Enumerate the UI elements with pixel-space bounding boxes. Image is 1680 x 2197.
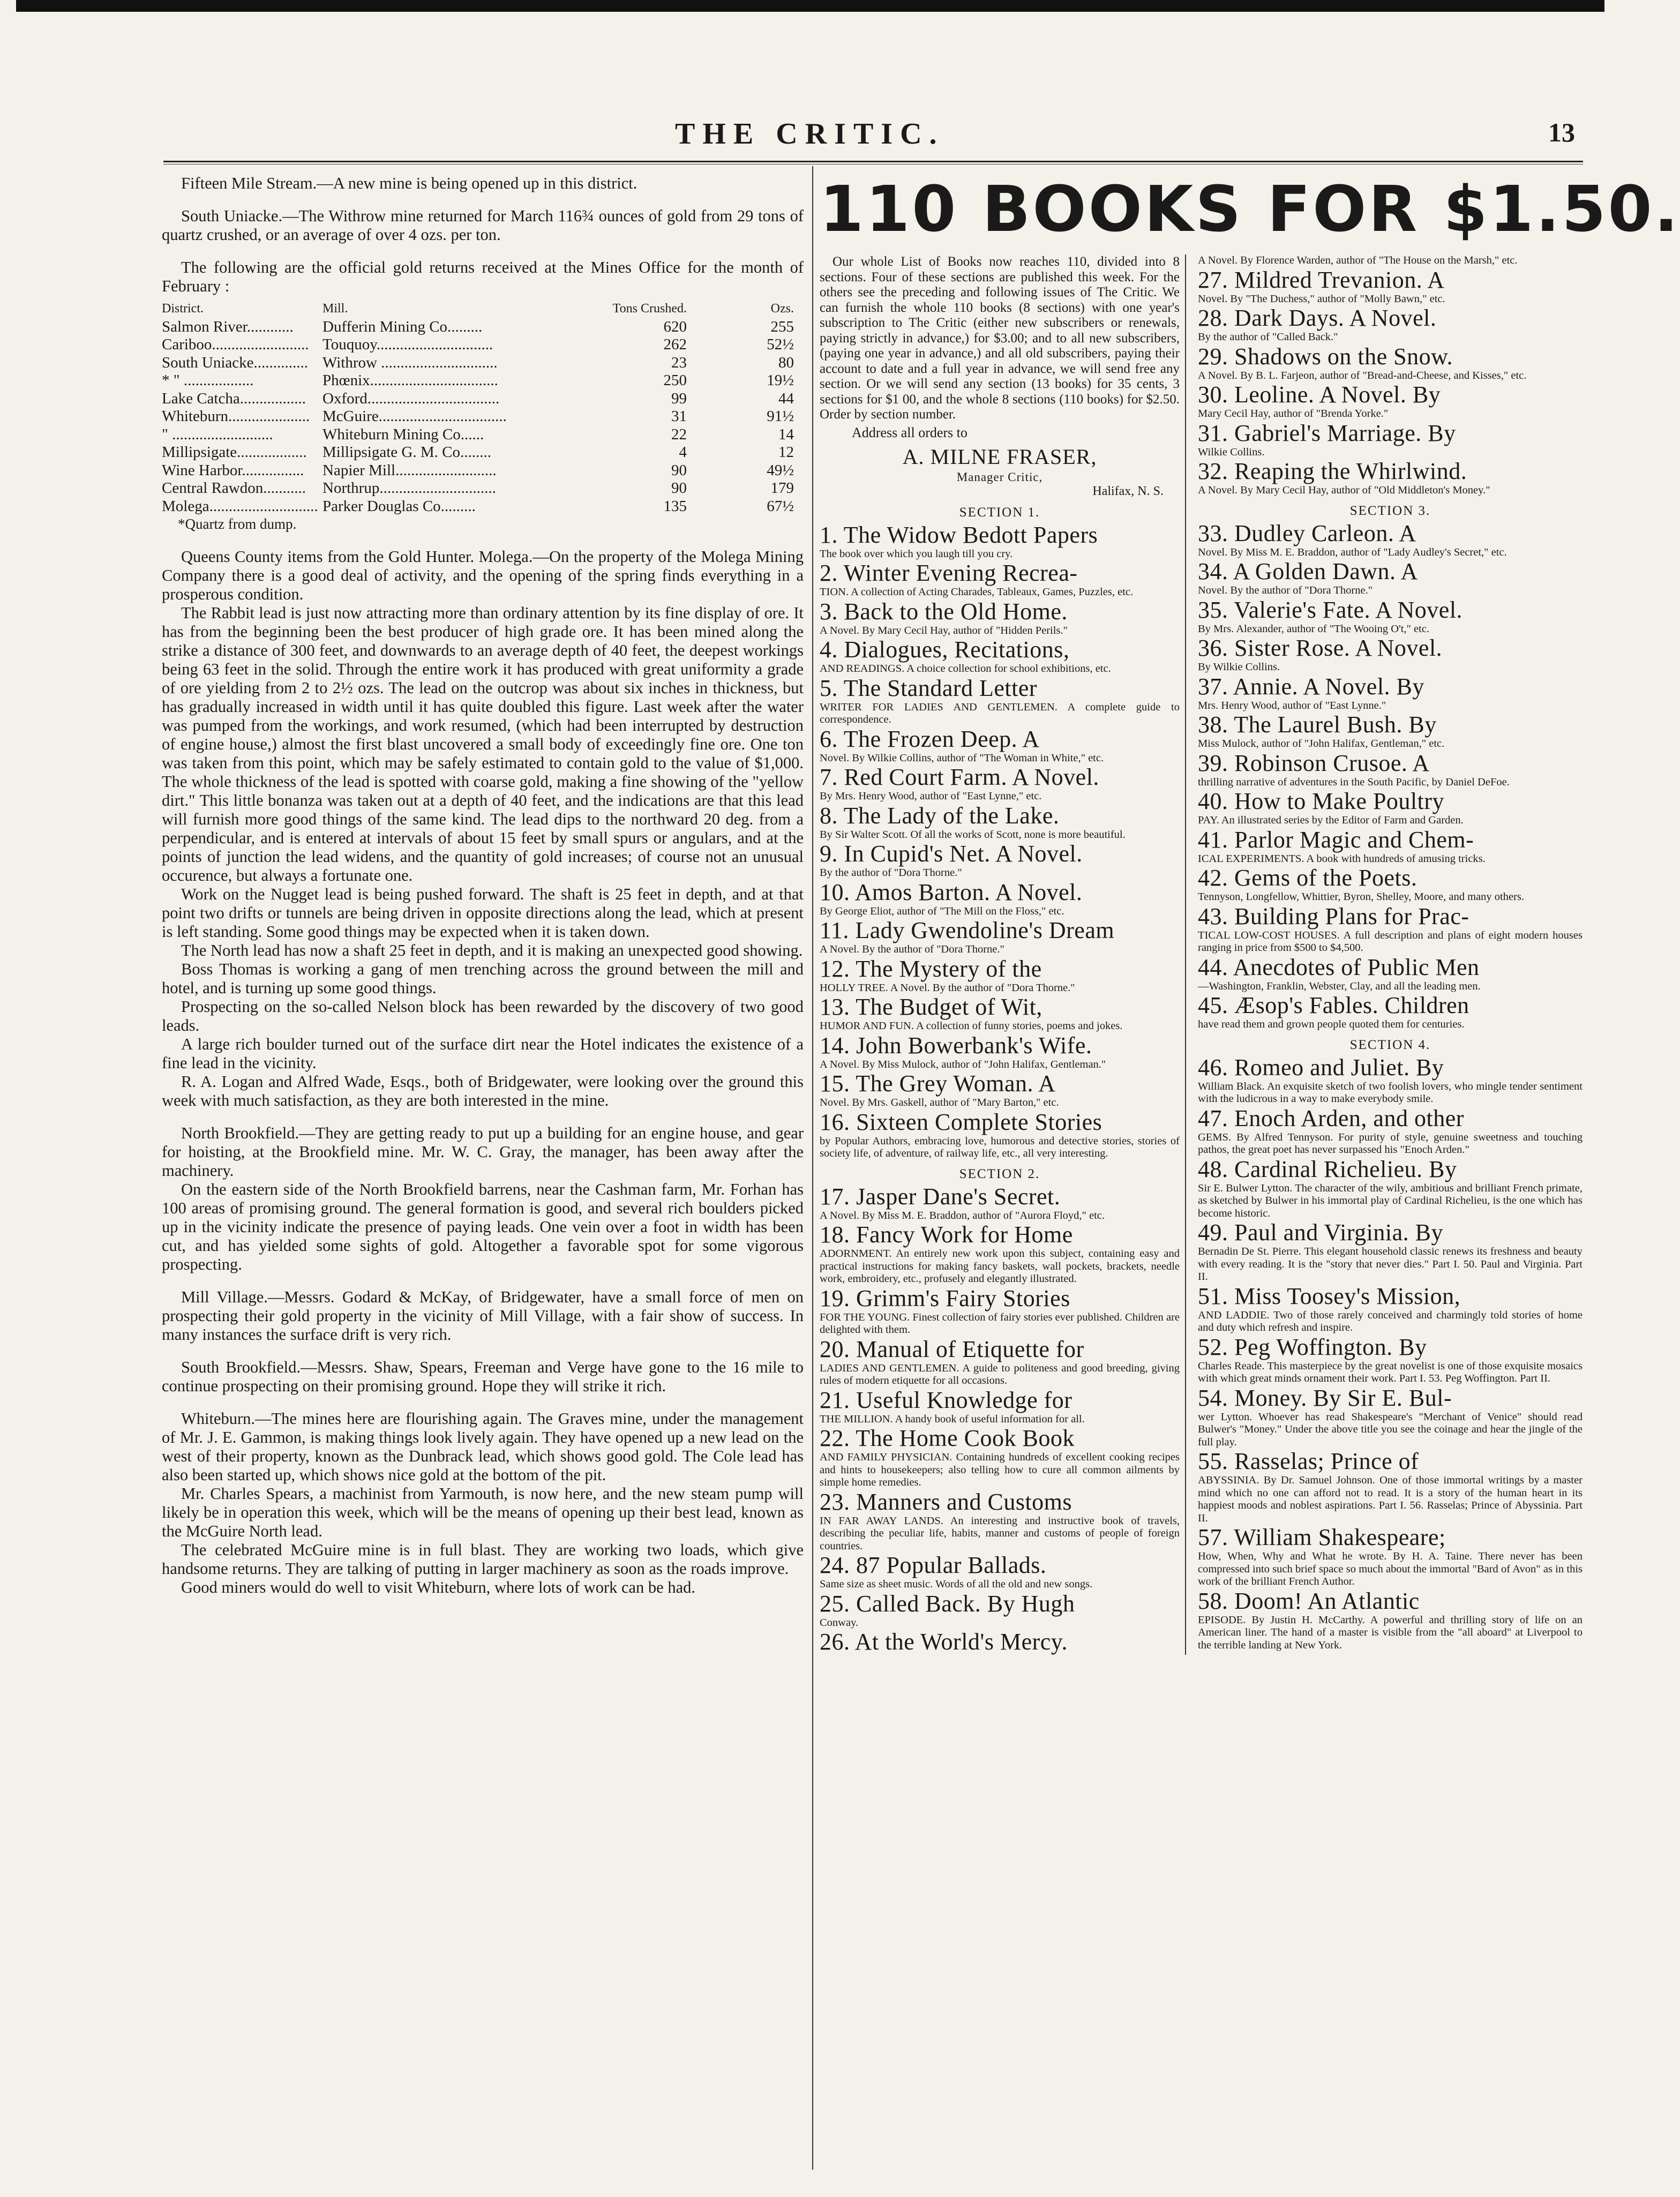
book-entry [1198,993,1582,1031]
book-description: AND READINGS. A choice collection for school exhibitions, etc. [820,663,1111,674]
book-description: Charles Reade. This masterpiece by the great novelist is one of those exquisite mosaics with which great minds ornament their work. Part I. 53. Peg Woffington. Part II. [1198,1360,1582,1384]
book-description: FOR THE YOUNG. Finest collection of fairy stories ever published. Children are delighted with them. [820,1311,1180,1336]
book-title: 2. Winter Evening Recrea- [820,560,1078,586]
table-cell: Napier Mill.......................... [322,461,497,479]
book-description: A Novel. By Mary Cecil Hay, author of "Hidden Perils." [820,624,1068,636]
column-header: District. [162,302,204,316]
book-title: 4. Dialogues, Recitations, [820,636,1070,663]
book-description: thrilling narrative of adventures in the South Pacific, by Daniel DeFoe. [1198,776,1510,788]
table-cell: Wine Harbor................ [162,461,304,479]
book-title: 18. Fancy Work for Home [820,1221,1073,1248]
book-description: Sir E. Bulwer Lytton. The character of the wily, ambitious and brilliant French primate, as sketched by Bulwer in his immortal play of Cardinal Richelieu, is the one which has become historic. [1198,1182,1582,1219]
book-description: PAY. An illustrated series by the Editor of Farm and Garden. [1198,814,1464,826]
book-entry [1198,597,1582,636]
news-paragraph: Fifteen Mile Stream.—A new mine is being opened up in this district. [181,174,638,192]
table-cell: 14 [778,425,794,443]
book-title: 42. Gems of the Poets. [1198,865,1418,891]
book-description: IN FAR AWAY LANDS. An interesting and instructive book of travels, describing the peculiar life, habits, manner and customs of people of foreign countries. [820,1514,1180,1552]
book-title: 49. Paul and Virginia. By [1198,1219,1443,1246]
book-description: By George Eliot, author of "The Mill on the Floss," etc. [820,905,1064,917]
book-entry [820,637,1180,676]
table-cell: 255 [770,318,794,335]
book-entry [1198,267,1582,306]
news-paragraph: The North lead has now a shaft 25 feet in depth, and it is making an unexpected good showing. [181,941,803,959]
book-description: EPISODE. By Justin H. McCarthy. A powerful and thrilling story of life on an American liner. The hand of a master is visible from the "all aboard" at Liverpool to the terrible landing at New York. [1198,1614,1582,1651]
news-paragraph: Good miners would do well to visit Whiteburn, where lots of work can be had. [181,1578,696,1596]
table-row [162,498,804,516]
book-description: Novel. By Mrs. Gaskell, author of "Mary Barton," etc. [820,1097,1059,1108]
book-entry [1198,521,1582,559]
table-row [162,479,804,498]
table-cell: 80 [778,354,794,371]
book-title: 25. Called Back. By Hugh [820,1590,1075,1617]
table-cell: 91½ [767,408,794,425]
table-cell: Cariboo......................... [162,336,309,353]
table-cell: Oxford.................................. [322,389,500,407]
news-paragraph: A large rich boulder turned out of the surface dirt near the Hotel indicates the existence of a fine lead in the vicinity. [162,1034,804,1072]
news-paragraph: Boss Thomas is working a gang of men trenching across the ground between the mill and hotel, and is turning up some good things. [162,959,804,997]
table-cell: 90 [671,461,687,479]
news-paragraph: Mr. Charles Spears, a machinist from Yarmouth, is now here, and the new steam pump will likely be in operation this week, which will be the means of opening up their best lead, known as the McGuire North lead. [162,1484,804,1540]
news-paragraph: Mill Village.—Messrs. Godard & McKay, of Bridgewater, have a small force of men on prospecting their gold property in the vicinity of Mill Village, with a fair show of success. In many instances the surface drift is very rich. [162,1287,804,1344]
book-description: WRITER FOR LADIES AND GENTLEMEN. A complete guide to correspondence. [820,701,1180,725]
table-cell: Whiteburn..................... [162,408,310,425]
book-entry [1198,382,1582,421]
book-description: How, When, Why and What he wrote. By H. A. Taine. There never has been compressed into such brief space so much about the immortal "Bard of Avon" as in this work of the brilliant French Author. [1198,1550,1582,1587]
book-title: 26. At the World's Mercy. [820,1629,1068,1655]
column-header: Ozs. [770,302,794,316]
book-title: 27. Mildred Trevanion. A [1198,266,1445,293]
book-description: Novel. By Wilkie Collins, author of "The Woman in White," etc. [820,752,1104,764]
book-entry [1198,1334,1582,1385]
book-description: A Novel. By Mary Cecil Hay, author of "Old Middleton's Money." [1198,484,1490,496]
book-entry [820,764,1180,803]
book-description: TION. A collection of Acting Charades, Tableaux, Games, Puzzles, etc. [820,586,1134,598]
ad-left-column [820,254,1185,1655]
book-entry [820,1426,1180,1489]
table-cell: 31 [671,408,687,425]
book-entry [820,1109,1180,1160]
book-description: A Novel. By Miss Mulock, author of "John Halifax, Gentleman." [820,1058,1106,1070]
book-entry [1198,1284,1582,1334]
book-title: 24. 87 Popular Ballads. [820,1552,1047,1578]
book-description: AND LADDIE. Two of those rarely conceived and charmingly told stories of home and duty which refresh and inspire. [1198,1309,1582,1333]
table-cell: 67½ [767,497,794,515]
book-description: Bernadin De St. Pierre. This elegant household classic renews its freshness and beauty with every reading. It is the "story that never dies." Part I. 50. Paul and Virginia. Part II. [1198,1246,1582,1283]
book-entry [820,1184,1180,1223]
book-title: 32. Reaping the Whirlwind. [1198,458,1467,484]
table-cell: 52½ [767,336,794,353]
book-entry [820,599,1180,638]
section-heading: SECTION 2. [959,1166,1040,1181]
book-description: —Washington, Franklin, Webster, Clay, and all the leading men. [1198,980,1481,992]
book-entry [1198,865,1582,904]
book-title: 45. Æsop's Fables. Children [1198,992,1469,1018]
table-row [162,336,804,354]
table-cell: 99 [671,389,687,407]
news-paragraph: North Brookfield.—They are getting ready to put up a building for an engine house, and gear for hoisting, at the Brookfield mine. Mr. W. C. Gray, the manager, has been away after the machinery. [162,1123,804,1180]
table-cell: McGuire................................. [322,408,507,425]
masthead: THE CRITIC. [675,117,944,151]
table-cell: 12 [778,444,794,461]
book-description: ADORNMENT. An entirely new work upon this subject, containing easy and practical instructions for making fancy baskets, wall pockets, brackets, needle work, embroidery, etc., profusely and elegantly illustrated. [820,1248,1180,1285]
book-entry [820,560,1180,599]
book-description: ICAL EXPERIMENTS. A book with hundreds of amusing tricks. [1198,852,1486,865]
ad-title: 110 BOOKS FOR $1.50. [820,172,1680,246]
publisher-place: Halifax, N. S. [1092,484,1164,498]
book-entry [820,1222,1180,1286]
table-cell: * " .................. [162,372,254,389]
book-description: LADIES AND GENTLEMEN. A guide to politeness and good breeding, giving rules of modern etiquette for all occasions. [820,1362,1180,1386]
book-entry [1198,955,1582,993]
book-entry [1198,751,1582,789]
table-cell: " .......................... [162,425,273,443]
book-title: 22. The Home Cook Book [820,1425,1075,1451]
book-entry [820,1591,1180,1630]
book-title: 21. Useful Knowledge for [820,1386,1072,1413]
book-entry [1198,305,1582,344]
ad-address-label: Address all orders to [852,424,968,440]
table-cell: South Uniacke.............. [162,354,309,371]
ad-intro: Our whole List of Books now reaches 110, divided into 8 sections. Four of these sections are published this week. For the others see the preceding and following issues of The Critic. We can furnish the whole 110 books (8 sections) with one year's subscription to The Critic (either new subscribers or renewals, paying strictly in advance,) for $3.00; and to all new subscribers, (paying one year in advance,) and all old subscribers, paying their account to date and a full year in advance, we will send free any section. Or we will send any section (13 books) for 35 cents, 3 sections for $1 00, and the whole 8 sections (110 books) for $2.50. Order by section number. [820,254,1180,422]
column-header: Tons Crushed. [612,302,687,316]
book-entry [1198,459,1582,497]
book-description: by Popular Authors, embracing love, humorous and detective stories, stories of society life, of adventure, of railway life, etc., all very interesting. [820,1135,1180,1159]
table-cell: Millipsigate.................. [162,444,307,461]
column-header: Mill. [322,302,348,316]
book-title: 12. The Mystery of the [820,955,1042,982]
table-row [162,390,804,408]
book-title: 41. Parlor Magic and Chem- [1198,826,1474,853]
book-entry [1198,712,1582,751]
page-number: 13 [1548,117,1575,147]
table-cell: 262 [663,336,687,353]
news-paragraph: South Uniacke.—The Withrow mine returned for March 116¾ ounces of gold from 29 tons of quartz crushed, or an average of over 4 ozs. per ton. [162,207,804,244]
book-entry [820,1553,1180,1591]
ad-columns [820,254,1583,1655]
book-entry [1198,1106,1582,1157]
table-cell: Lake Catcha................. [162,389,306,407]
book-description: By Sir Walter Scott. Of all the works of Scott, none is more beautiful. [820,828,1126,841]
table-cell: Withrow .............................. [322,354,498,371]
book-entry [820,994,1180,1033]
book-title: 48. Cardinal Richelieu. By [1198,1156,1457,1182]
book-title: 11. Lady Gwendoline's Dream [820,917,1115,943]
book-title: 51. Miss Toosey's Mission, [1198,1283,1461,1309]
table-row [162,444,804,462]
book-description: Novel. By the author of "Dora Thorne." [1198,584,1373,596]
news-paragraph: Whiteburn.—The mines here are flourishing again. The Graves mine, under the management of Mr. J. E. Gammon, is making things look lively again. They have opened up a new lead on the west of their property, known as the Dunbrack lead, which shows good gold. The Cole lead has also been started up, which shows nice gold at the bottom of the pit. [162,1409,804,1484]
books-advertisement [820,172,1680,2167]
book-entry [820,676,1180,726]
book-entry [820,1071,1180,1109]
book-entry [1198,1220,1582,1284]
table-cell: 620 [663,318,687,335]
book-description: Tennyson, Longfellow, Whittier, Byron, Shelley, Moore, and many others. [1198,891,1525,903]
top-border-bar [16,0,1604,12]
book-description: Conway. [820,1616,859,1629]
section-heading: SECTION 1. [959,505,1040,520]
book-entry [820,803,1180,842]
book-description: William Black. An exquisite sketch of two foolish lovers, who mingle tender sentiment with the ludicrous in a way to make everybody smile. [1198,1080,1582,1105]
book-entry [1198,1449,1582,1525]
table-cell: Dufferin Mining Co......... [322,318,483,335]
news-paragraph: Queens County items from the Gold Hunter. Molega.—On the property of the Molega Mining Company there is a good deal of activity, and the opening of the spring finds everything in a prosperous condition. [162,547,804,603]
book-title: 35. Valerie's Fate. A Novel. [1198,596,1463,623]
book-entry [1198,1385,1582,1449]
book-title: 40. How to Make Poultry [1198,788,1445,814]
table-row [162,372,804,390]
book-title: 55. Rasselas; Prince of [1198,1448,1419,1474]
table-row [162,354,804,372]
book-title: 36. Sister Rose. A Novel. [1198,635,1443,661]
book-title: 30. Leoline. A Novel. By [1198,381,1441,408]
gold-returns-table [162,300,804,534]
book-entry [820,726,1180,765]
table-row [162,426,804,444]
book-description: The book over which you laugh till you cry. [820,548,1013,560]
book-description: Wilkie Collins. [1198,446,1265,458]
book-entry [1198,559,1582,597]
table-cell: Parker Douglas Co......... [322,497,476,515]
news-paragraph: The Rabbit lead is just now attracting more than ordinary attention by its fine display of ore. It has from the beginning been the best producer of high grade ore. It has been mined along the strike a distance of 300 feet, and downwards to an average depth of 40 feet, the deepest workings being 63 feet in the solid. Through the entire work it has produced with great uniformity a grade of ore yielding from 2 to 2½ ozs. The lead on the outcrop was about six inches in thickness, but has gradually increased in width until it has quite doubled this figure. Last week after the water was pumped from the workings, and work resumed, (which had been interrupted by destruction of engine house,) almost the first blast uncovered a small body of exceedingly fine ore. One ton was taken from this point, which may be safely estimated to contain gold to the value of $1,000. The whole thickness of the lead is spotted with coarse gold, making a fine showing of the "yellow dirt." This little bonanza was taken out at a depth of 40 feet, and the indications are that this lead will furnish more good things of the same kind. The lead dips to the northward 20 deg. from a perpendicular, and is entered at intervals of about 15 feet by small spurs or angulars, and at the points of junction the lead widens, and the quantity of gold increases; of course not an unusual occurence, but always a fortunate one. [162,603,804,884]
section-heading: SECTION 4. [1349,1037,1431,1052]
book-description: AND FAMILY PHYSICIAN. Containing hundreds of excellent cooking recipes and hints to housekeepers; also telling how to cure all common ailments by simple home remedies. [820,1451,1180,1488]
book-entry [820,1337,1180,1388]
book-title: 15. The Grey Woman. A [820,1070,1056,1097]
news-paragraph: The following are the official gold returns received at the Mines Office for the month of February : [162,258,804,295]
book-title: 14. John Bowerbank's Wife. [820,1032,1092,1059]
book-entry [820,956,1180,995]
book-entry [820,1388,1180,1426]
book-entry [820,1033,1180,1071]
book-description: Miss Mulock, author of "John Halifax, Gentleman," etc. [1198,738,1445,749]
book-title: 5. The Standard Letter [820,674,1038,701]
table-cell: 90 [671,479,687,497]
table-cell: 49½ [767,461,794,479]
book-entry [1198,1157,1582,1220]
book-description: By Mrs. Henry Wood, author of "East Lynne," etc. [820,790,1042,802]
news-paragraph: R. A. Logan and Alfred Wade, Esqs., both of Bridgewater, were looking over the ground this week with much satisfaction, as they are both interested in the mine. [162,1072,804,1109]
book-entry [1198,635,1582,674]
book-description: Mrs. Henry Wood, author of "East Lynne." [1198,699,1386,711]
book-title: 16. Sixteen Complete Stories [820,1108,1102,1135]
book-entry [820,522,1180,561]
book-title: 34. A Golden Dawn. A [1198,558,1418,584]
book-title: 10. Amos Barton. A Novel. [820,879,1083,905]
book-title: 38. The Laurel Bush. By [1198,711,1437,738]
book-entry [820,841,1180,880]
table-cell: 23 [671,354,687,371]
table-row [162,462,804,480]
table-body [162,318,804,516]
table-row [162,318,804,336]
book-title: 28. Dark Days. A Novel. [1198,305,1437,331]
table-cell: 4 [679,444,687,461]
table-cell: 250 [663,372,687,389]
book-title: 9. In Cupid's Net. A Novel. [820,841,1083,867]
book-title: 8. The Lady of the Lake. [820,802,1060,829]
book-title: 3. Back to the Old Home. [820,598,1068,625]
book-description: By Wilkie Collins. [1198,661,1280,673]
book-description: have read them and grown people quoted them for centuries. [1198,1018,1465,1030]
book-description: GEMS. By Alfred Tennyson. For purity of style, genuine sweetness and touching pathos, the great poet has never surpassed his "Enoch Arden." [1198,1131,1582,1156]
book-description: Mary Cecil Hay, author of "Brenda Yorke." [1198,408,1389,419]
book-description: By the author of "Called Back." [1198,331,1338,343]
news-paragraph: On the eastern side of the North Brookfield barrens, near the Cashman farm, Mr. Forhan has 100 areas of promising ground. The general formation is good, and several rich boulders picked up in the vicinity indicate the presence of paying leads. One vein over a foot in width has been cut, and has yielded some sights of gold. Altogether a favorable spot for some vigorous prospecting. [162,1180,804,1273]
book-description: TICAL LOW-COST HOUSES. A full description and plans of eight modern houses ranging in price from $500 to $4,500. [1198,929,1582,954]
book-description: ABYSSINIA. By Dr. Samuel Johnson. One of those immortal writings by a master mind which no one can afford not to read. It is a story of the human heart in its happiest moods and noblest aspirations. Part I. 56. Rasselas; Prince of Abyssinia. Part II. [1198,1474,1582,1524]
news-paragraph: South Brookfield.—Messrs. Shaw, Spears, Freeman and Verge have gone to the 16 mile to continue prospecting on their promising ground. Hope they will strike it rich. [162,1358,804,1395]
book-entry [1198,1055,1582,1106]
book-title: 39. Robinson Crusoe. A [1198,749,1430,776]
book-entry [1198,254,1582,267]
book-title: 29. Shadows on the Snow. [1198,343,1453,370]
book-entry [1198,1525,1582,1588]
book-title: 46. Romeo and Juliet. By [1198,1054,1444,1081]
book-description: HOLLY TREE. A Novel. By the author of "Dora Thorne." [820,981,1075,994]
book-title: 31. Gabriel's Marriage. By [1198,419,1456,446]
book-description: THE MILLION. A handy book of useful information for all. [820,1413,1085,1425]
book-title: 7. Red Court Farm. A Novel. [820,764,1099,790]
book-title: 19. Grimm's Fairy Stories [820,1285,1070,1311]
book-description: A Novel. By the author of "Dora Thorne." [820,943,1004,955]
publisher-name: A. MILNE FRASER, [902,444,1097,469]
table-cell: Molega............................ [162,497,318,515]
section-heading: SECTION 3. [1349,503,1431,518]
book-entry [1198,789,1582,827]
table-cell: Whiteburn Mining Co...... [322,425,484,443]
table-cell: 135 [663,497,687,515]
book-list [1198,254,1582,1652]
table-cell: Central Rawdon........... [162,479,306,497]
book-entry [820,1286,1180,1337]
table-cell: 22 [671,425,687,443]
ad-right-column [1185,254,1582,1655]
book-entry [1198,421,1582,459]
book-entry [1198,827,1582,866]
book-title: 43. Building Plans for Prac- [1198,903,1469,929]
book-entry [1198,344,1582,383]
table-cell: Phœnix................................. [322,372,498,389]
book-description: Same size as sheet music. Words of all the old and new songs. [820,1578,1093,1590]
header-rule [163,161,1583,162]
book-title: 20. Manual of Etiquette for [820,1336,1084,1362]
book-title: 58. Doom! An Atlantic [1198,1587,1420,1614]
book-description: A Novel. By Florence Warden, author of "The House on the Marsh," etc. [1198,254,1518,266]
book-entry [820,880,1180,918]
running-head [0,117,1604,154]
book-entry [820,1629,1180,1655]
book-title: 33. Dudley Carleon. A [1198,520,1416,546]
book-title: 54. Money. By Sir E. Bul- [1198,1384,1452,1411]
book-description: Novel. By "The Duchess," author of "Molly Bawn," etc. [1198,293,1445,305]
book-title: 6. The Frozen Deep. A [820,725,1040,752]
news-paragraph: The celebrated McGuire mine is in full blast. They are working two loads, which give handsome returns. They are talking of putting in larger machinery as soon as the roads improve. [162,1540,804,1578]
book-description: By Mrs. Alexander, author of "The Wooing O't," etc. [1198,623,1430,635]
table-cell: 179 [770,479,794,497]
book-entry [820,1489,1180,1553]
book-title: 47. Enoch Arden, and other [1198,1105,1464,1131]
book-title: 23. Manners and Customs [820,1488,1072,1515]
book-entry [1198,904,1582,955]
book-description: Novel. By Miss M. E. Braddon, author of "Lady Audley's Secret," etc. [1198,546,1507,558]
book-title: 1. The Widow Bedott Papers [820,521,1098,548]
table-header [162,300,804,318]
book-title: 17. Jasper Dane's Secret. [820,1183,1061,1210]
news-paragraph: Prospecting on the so-called Nelson block has been rewarded by the discovery of two good leads. [162,997,804,1034]
publisher-role: Manager Critic, [956,470,1043,484]
book-description: A Novel. By B. L. Farjeon, author of "Bread-and-Cheese, and Kisses," etc. [1198,369,1527,381]
table-cell: Millipsigate G. M. Co........ [322,444,491,461]
mining-news-column [162,174,804,2167]
book-description: A Novel. By Miss M. E. Braddon, author of "Aurora Floyd," etc. [820,1209,1105,1221]
table-cell: 44 [778,389,794,407]
book-entry [1198,674,1582,713]
book-description: HUMOR AND FUN. A collection of funny stories, poems and jokes. [820,1020,1123,1032]
table-footnote: *Quartz from dump. [178,516,297,532]
column-divider [812,166,813,2170]
book-title: 44. Anecdotes of Public Men [1198,954,1480,980]
news-paragraph: Work on the Nugget lead is being pushed forward. The shaft is 25 feet in depth, and at that point two drifts or tunnels are being driven in opposite directions along the lead, which at present is left standing. Some good things may be expected when it is taken down. [162,884,804,941]
book-title: 57. William Shakespeare; [1198,1524,1446,1550]
book-entry [1198,1588,1582,1652]
table-cell: Salmon River............ [162,318,294,335]
book-title: 37. Annie. A Novel. By [1198,673,1424,700]
table-cell: Touquoy.............................. [322,336,493,353]
table-cell: Northrup.............................. [322,479,496,497]
book-list [820,505,1180,1655]
book-description: By the author of "Dora Thorne." [820,867,962,879]
table-row [162,408,804,426]
book-title: 13. The Budget of Wit, [820,994,1042,1020]
book-title: 52. Peg Woffington. By [1198,1333,1427,1360]
book-entry [820,918,1180,956]
book-description: wer Lytton. Whoever has read Shakespeare's "Merchant of Venice" should read Bulwer's "Money." Under the above title you see the coinage and hear the jingle of the full play. [1198,1411,1582,1448]
table-cell: 19½ [767,372,794,389]
